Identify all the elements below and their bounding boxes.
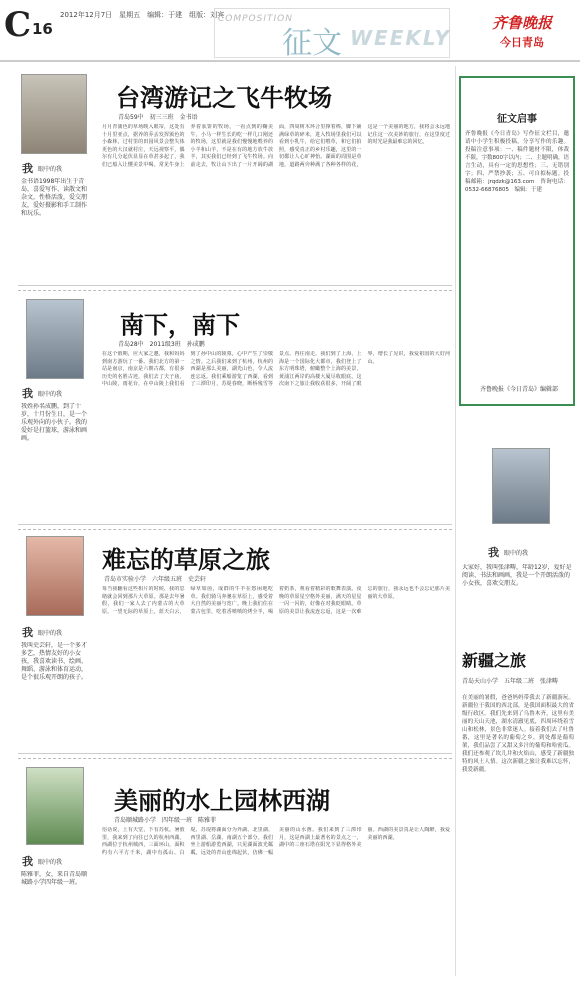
wo-label: 眼中的我 [504, 550, 529, 557]
notice-title: 征文启事 [497, 114, 537, 125]
newspaper-subtitle: 今日青岛 [500, 36, 544, 49]
article-title: 美丽的水上园林西湖 [114, 787, 330, 815]
wo-label: 眼中的我 [38, 630, 63, 637]
article-title: 台湾游记之飞牛牧场 [116, 84, 332, 112]
page-number: 16 [32, 20, 53, 38]
banner-weekly: WEEKLY [350, 26, 451, 50]
article-body: 月月青蒲色的草场映入眼帘，这处有十月里亚点，据养的乔丢发挥颁色的小森林，过村里的田园风景会整失体更色的大汉就村庄，天远视察平，偶尔有几分起伏显显在草甚多起了，我们已船入让懂美景中喝。常见牛身上养着驮饼的牧场，一看点到的鞠美牛，小马一样生长的吃一样几口刚还的牧场，这里就是我们慢慢地喂养的小羊和山羊，不是在有的地方放牛放羊，其实我们已经到了飞牛牧场。向前走去，牧让山下出了一片开阔的湖面，四周树木环合里撑着棒，脚下铺满绿草的碎米，进入牧场里我们可以看到小乳牛，给它们喂草，和它们拍照，感受真正的乡村乐趣，这里的一切都让人心旷神怡。湖面的周围是草地，道路两旁种满了各种各样的花，这是一个美丽的地方，我将会永远地记住这一次美妙的旅行，在这里度过的时光是我最难忘的回忆。 [102, 124, 450, 168]
author-bio: 陈雅菲，女，来自青岛顺城路小学四年级一班。 [21, 871, 87, 886]
notice-body: 齐鲁晚报《今日青岛》写作征文栏目，邀请中小学生积极投稿，分享写作的乐趣。投稿注意事项：一、稿件题材不限，体裁不限，字数800字以内；二、主题明确，语言生动，具有一定的思想性；三、无错别字；四、严禁抄袭；五、可自拟标题。投稿邮箱：jrqdzk@163.com 咨询电话：0532-66876805 编辑：于建 [465, 131, 569, 193]
column-divider [455, 66, 456, 976]
article-title: 难忘的草原之旅 [102, 546, 270, 574]
newspaper-logo: 齐鲁晚报 [492, 14, 553, 32]
wo-label: 眼中的我 [38, 391, 63, 398]
article-byline: 青岛市实验小学 六年级五班 史芸轩 [104, 576, 207, 583]
article-byline: 青岛59中 初三三班 金书语 [118, 114, 198, 121]
article-byline: 青岛28中 2011级3班 孙成鹏 [118, 341, 205, 348]
wo-mark: 我 [22, 162, 33, 175]
wo-label: 眼中的我 [38, 859, 63, 866]
article-body: 俗话说，上有天堂，下有苏杭。暑假里，我来到了向往已久的杭州西湖。西湖位于杭州城西，三面环山，面积约有六平方千米，湖中有孤山、白堤、苏堤将湖面分为外湖、北里湖、西里湖、岳湖、南湖五个部分。我们坐上游船游览西湖，只见湖面波光粼粼，远处的青山连绵起伏，仿佛一幅美丽的山水画。我们来到了三潭印月，这是西湖上最著名的景点之一，湖中的三座石塔在阳光下显得格外美丽。西湖的美景真是让人陶醉，我爱美丽的西湖。 [102, 827, 450, 856]
article-body: 在美丽的暑假，爸爸妈妈带我去了新疆游玩。新疆位于我国的西北部，是我国面积最大的省级行政区。我们先来到了乌鲁木齐，这里有美丽的天山天池，湖水清澈见底，四周环绕着雪山和松林，景色非常迷人。接着我们去了吐鲁番，这里是著名的葡萄之乡，到处都是葡萄架，我们品尝了又甜又多汁的葡萄和哈密瓜。我们还参观了坎儿井和火焰山，感受了新疆独特的风土人情。这次新疆之旅让我难以忘怀，我爱新疆。 [462, 695, 574, 773]
article-westlake [18, 758, 452, 978]
banner-composition: COMPOSITION [218, 14, 293, 24]
author-bio: 我叫史芸轩，是一个多才多艺，热情友好的小女孩，我喜欢读书、绘画、舞蹈、游泳和体育运动，是个很乐观开朗的孩子。 [21, 642, 87, 681]
article-grassland [18, 529, 452, 754]
author-bio: 我姓孙名成鹏，到了十岁，十月份生日，是一个乐观外向的小伙子。我的爱好是打篮球，游泳和画画。 [21, 403, 87, 442]
article-title: 新疆之旅 [462, 651, 527, 670]
wo-mark: 我 [22, 387, 33, 400]
notice-footer: 齐鲁晚报《今日青岛》编辑部 [480, 386, 559, 393]
author-photo [26, 767, 84, 845]
dateline: 2012年12月7日 星期五 编辑：于建 组版：刘宾 [60, 11, 225, 19]
wo-mark: 我 [22, 855, 33, 868]
author-photo [492, 448, 550, 524]
article-byline: 青岛天山小学 五年级二班 张津畴 [462, 678, 559, 685]
page-letter: C [4, 5, 32, 45]
article-body: 每当我翻看这些相片的时候，我的思绪就会回到那片大草原。那是去年暑假，我们一家人去了内蒙古的大草原。一望无际的草原上，蓝天白云，绿草如茵，成群的牛羊在悠闲地吃草。我们骑马奔驰在草原上，感受着大自然的美丽与宽广。晚上我们住在蒙古包里，吃着香喷喷的烤全羊，喝着奶茶，观看着精彩的歌舞表演。夜晚的草原星空格外美丽，满天的星星一闪一闪的，好像在对我眨眼睛。草原的美景让我流连忘返，这是一次难忘的旅行，我永远也不会忘记那片美丽的大草原。 [102, 586, 450, 615]
article-title: 南下，南下 [120, 311, 240, 339]
article-taiwan [18, 66, 452, 286]
author-photo [26, 299, 84, 379]
wo-label: 眼中的我 [38, 166, 63, 173]
wo-mark: 我 [22, 626, 33, 639]
author-photo [21, 74, 87, 154]
article-byline: 青岛顺城路小学 四年级一班 陈雅菲 [114, 817, 217, 824]
banner-zhengwen: 征文 [282, 26, 342, 61]
article-body: 在这个假期，应大家之邀，我和妈妈到南方游玩了一番。我们北方的第一站是南京，南京是六朝古都，有很多历史的名胜古迹。我们去了夫子庙，中山陵，雨花台，在中山陵上我们看到了孙中山的陵墓，心中产生了崇敬之情。之后我们来到了杭州，杭州的西湖是那么美丽，湖光山色，令人流连忘返。我们乘船游览了西湖，看到了三潭印月，苏堤春晓，断桥残雪等景点。再往南走，我们到了上海，上海是一个国际化大都市，我们登上了东方明珠塔，俯瞰整个上海的美景，黄浦江两岸的高楼大厦尽收眼底。这次南下之旅让我收获很多，开阔了眼界，增长了见识，我爱祖国的大好河山。 [102, 351, 450, 388]
author-photo [26, 536, 84, 616]
article-nanxia [18, 290, 452, 525]
author-bio: 大家好，我叫张津畴，年龄12岁，爱好是阅读、书法和画画，我是一个开朗活泼的小女孩，喜欢交朋友。 [462, 564, 572, 587]
author-bio: 金书语1998年出生于青岛，喜爱写作、读散文和杂文，性格活泼，爱交朋友，爱好摄影和手工制作和玩乐。 [21, 178, 87, 217]
wo-mark: 我 [488, 546, 499, 559]
